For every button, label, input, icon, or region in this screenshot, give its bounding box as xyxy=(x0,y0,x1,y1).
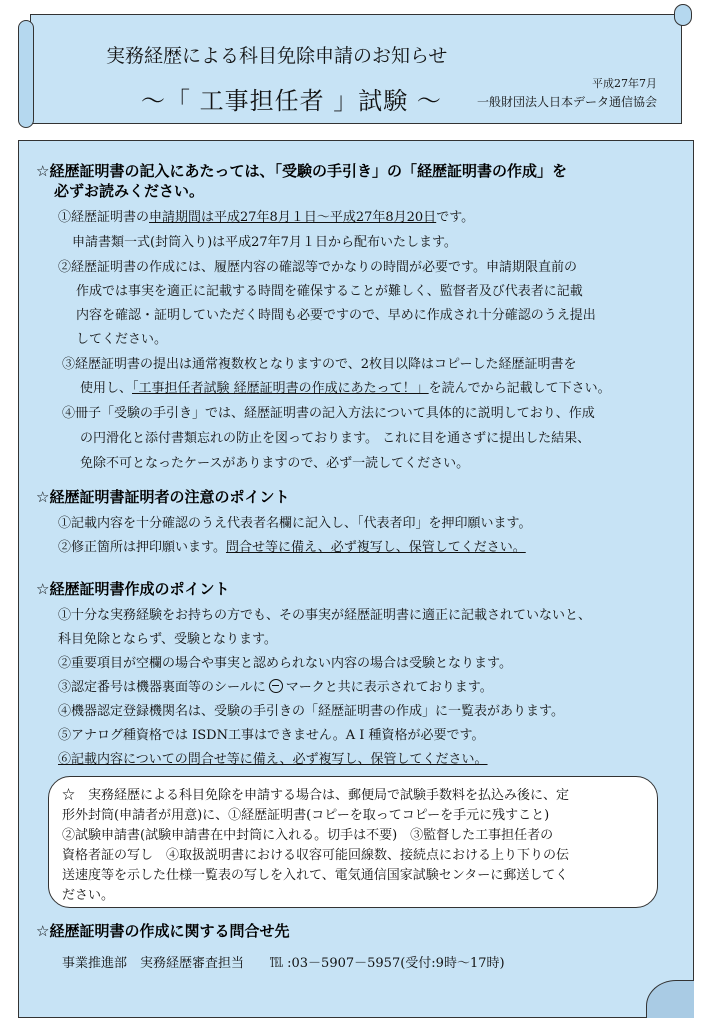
notice-line1: ☆ 実務経歴による科目免除を申請する場合は、郵便局で試験手数料を払込み後に、定 xyxy=(62,788,570,803)
section1-item4-line3: 免除不可となったケースがありますので、必ず一読してください。 xyxy=(80,456,470,471)
section1-item4-line2: の円滑化と添付書類忘れの防止を図っております。 これに目を通さずに提出した結果、 xyxy=(80,431,591,446)
section1-item2-line3: 内容を確認・証明していただく時間も必要ですので、早めに作成され十分確認のうえ提出 xyxy=(76,308,596,323)
section3-item4: ④機器認定登録機関名は、受験の手引きの「経歴証明書の作成」に一覧表があります。 xyxy=(58,704,564,719)
banner-subtitle: ～「 工事担任者 」試験 ～ xyxy=(141,87,442,115)
section3-item3-text-a: ③認定番号は機器裏面等のシールに xyxy=(58,680,266,695)
banner-title: 実務経歴による科目免除申請のお知らせ xyxy=(106,45,448,67)
contact-heading: ☆経歴証明書の作成に関する問合せ先 xyxy=(36,922,290,940)
section3-item1-line1: ①十分な実務経験をお持ちの方でも、その事実が経歴証明書に適正に記載されていないと、 xyxy=(58,608,592,623)
notice-line6: ださい。 xyxy=(62,888,115,903)
section1-heading-line2: 必ずお読みください。 xyxy=(54,182,205,200)
section1-heading-line1: ☆経歴証明書の記入にあたっては、「受験の手引き」の「経歴証明書の作成」を xyxy=(36,162,567,180)
item1-text-a: ①経歴証明書の xyxy=(58,210,150,225)
banner-date: 平成27年7月 xyxy=(592,77,657,90)
section1-item1-sub: 申請書類一式(封筒入り)は平成27年7月１日から配布いたします。 xyxy=(72,235,457,250)
section3-item6: ⑥記載内容についての問合せ等に備え、必ず複写し、保管してください。 xyxy=(58,752,488,767)
section3-item5: ⑤アナログ種資格では ISDN工事はできません。A I 種資格が必要です。 xyxy=(58,728,485,743)
item1-period: 申請期間は平成27年8月１日～平成27年8月20日 xyxy=(149,210,437,225)
section2-item2-text-b: 問合せ等に備え、必ず複写し、保管してください。 xyxy=(225,540,526,555)
section2-item2 xyxy=(58,536,526,555)
banner-organization: 一般財団法人日本データ通信協会 xyxy=(476,95,657,109)
section3-item2: ②重要項目が空欄の場合や事実と認められない内容の場合は受験となります。 xyxy=(58,656,512,671)
notice-line4: 資格者証の写し ④取扱説明書における収容可能回線数、接続点における上り下りの伝 xyxy=(62,848,570,863)
section1-item2-line1: ②経歴証明書の作成には、履歴内容の確認等でかなりの時間が必要です。申請期限直前の xyxy=(58,260,577,275)
section3-item3-text-b: マークと共に表示されております。 xyxy=(285,680,493,695)
section3-item1-line2: 科目免除とならず、受験となります。 xyxy=(58,632,277,647)
scroll-roll-right xyxy=(674,4,692,26)
section1-item2-line2: 作成では事実を適正に記載する時間を確保することが難しく、監督者及び代表者に記載 xyxy=(76,284,583,299)
section1-item3-line1: ③経歴証明書の提出は通常複数枚となりますので、2枚目以降はコピーした経歴証明書を xyxy=(62,357,577,372)
item3-text-a: 使用し、 xyxy=(80,381,133,396)
notice-line3: ②試験申請書(試験申請書在中封筒に入れる。切手は不要) ③監督した工事担任者の xyxy=(62,828,554,843)
section2-item2-text-a: ②修正箇所は押印願います。 xyxy=(58,540,226,555)
item3-guide-link: 「工事担任者試験 経歴証明書の作成にあたって！」 xyxy=(132,381,429,396)
section2-item1: ①記載内容を十分確認のうえ代表者名欄に記入し、「代表者印」を押印願います。 xyxy=(58,516,532,531)
section1-item2-line4: してください。 xyxy=(76,332,168,347)
notice-line5: 送速度等を示した仕様一覧表の写しを入れて、電気通信国家試験センターに郵送してく xyxy=(62,868,569,883)
notice-line2: 形外封筒(申請者が用意)に、①経歴証明書(コピーを取ってコピーを手元に残すこと) xyxy=(62,808,550,823)
section3-item3 xyxy=(58,676,493,695)
item1-text-c: です。 xyxy=(436,210,475,225)
item3-text-c: を読んでから記載して下さい。 xyxy=(428,381,611,396)
technical-conformity-mark-icon xyxy=(269,679,283,693)
section1-item1 xyxy=(58,206,474,225)
contact-line: 事業推進部 実務経歴審査担当 ℡ :03－5907－5957(受付:9時～17時) xyxy=(62,956,505,971)
section1-item3-line2 xyxy=(80,377,611,396)
header-banner xyxy=(30,14,682,124)
section2-heading: ☆経歴証明書証明者の注意のポイント xyxy=(36,488,290,506)
section3-heading: ☆経歴証明書作成のポイント xyxy=(36,580,230,598)
section1-item4-line1: ④冊子「受験の手引き」では、経歴証明書の記入方法について具体的に説明しており、作成 xyxy=(62,406,595,421)
scroll-roll-left xyxy=(18,20,34,128)
